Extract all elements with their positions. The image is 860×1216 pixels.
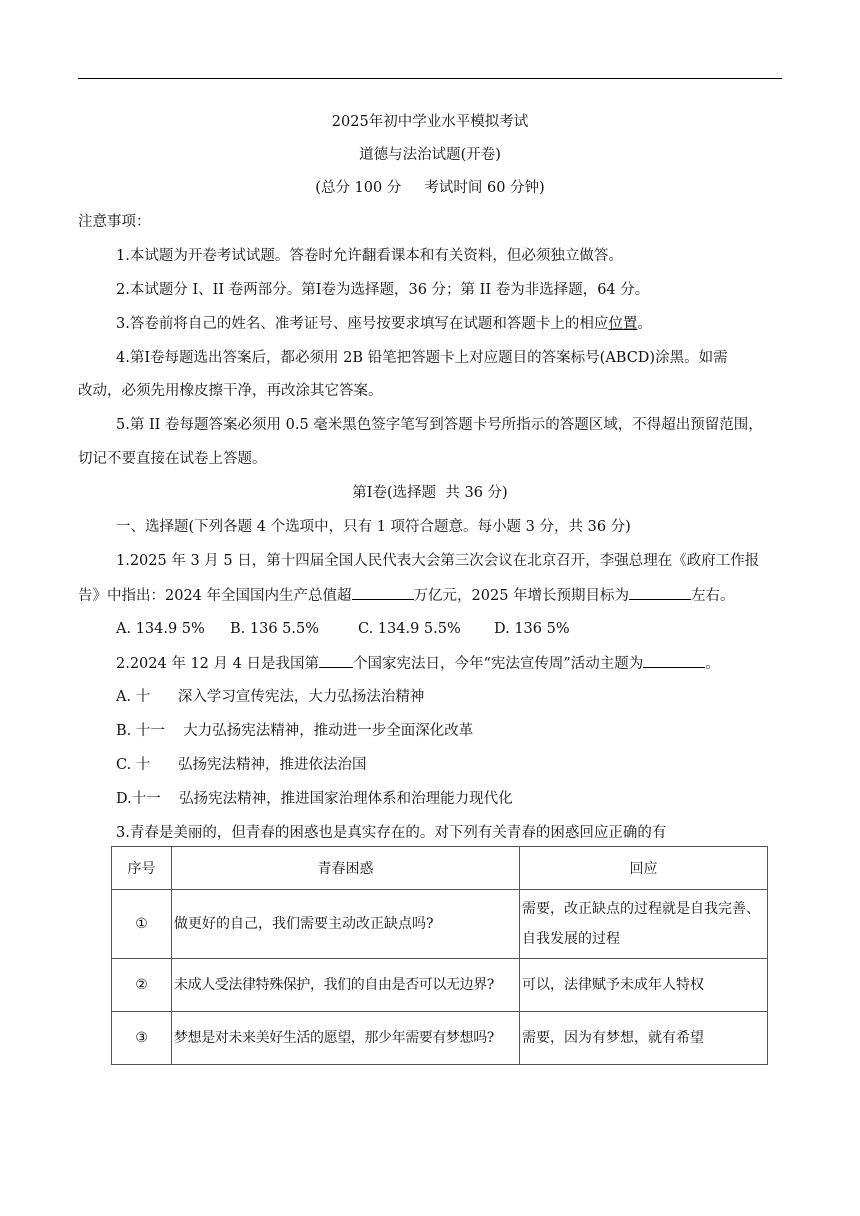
header-answer: 回应: [520, 847, 768, 890]
q1-blank-2: [629, 585, 691, 600]
notes-heading: 注意事项：: [78, 214, 151, 230]
exam-info: (总分 100 分 考试时间 60 分钟): [315, 180, 545, 196]
exam-subject: 道德与法治试题(开卷): [359, 147, 501, 163]
q1-text-c: 左右。: [691, 588, 735, 604]
q1-text-a: 告》中指出：2024 年全国国内生产总值超: [78, 588, 352, 604]
q1-option-c: C. 134.9 5.5%: [358, 621, 461, 637]
row-question: 梦想是对未来美好生活的愿望，那少年需要有梦想吗?: [172, 1012, 520, 1065]
row-answer: 需要，因为有梦想，就有希望: [520, 1012, 768, 1065]
row-answer-line2: 自我发展的过程: [522, 931, 620, 947]
q2-blank-1: [319, 653, 353, 668]
note-5: 5.第 II 卷每题答案必须用 0.5 毫米黑色签字笔写到答题卡号所指示的答题区域，不得超出预留范围，: [116, 417, 763, 433]
q1-line2: [78, 585, 735, 606]
q2-option-c: C. 十 弘扬宪法精神，推进依法治国: [116, 757, 367, 773]
q2-blank-2: [643, 653, 705, 668]
table-row: [112, 959, 768, 1012]
note-3: [116, 314, 652, 334]
q2-text-b: 个国家宪法日，今年“宪法宣传周”活动主题为: [352, 656, 644, 672]
exam-title: 2025年初中学业水平模拟考试: [331, 114, 529, 130]
row-answer: [520, 890, 768, 959]
section-title: 第Ⅰ卷(选择题 共 36 分): [352, 485, 508, 501]
table-header-row: [112, 847, 768, 890]
note-2: 2.本试题分 I、II 卷两部分。第Ⅰ卷为选择题，36 分；第 II 卷为非选择题，64 分。: [116, 282, 650, 298]
q1-line1: 1.2025 年 3 月 5 日，第十四届全国人民代表大会第三次会议在北京召开，李强总理在《政府工作报: [116, 553, 760, 569]
note-3-underlined: 位置: [608, 316, 638, 332]
row-number: ①: [112, 890, 172, 959]
note-3-end: 。: [637, 316, 652, 332]
section-instruction: 一、选择题(下列各题 4 个选项中，只有 1 项符合题意。每小题 3 分，共 36 分): [116, 519, 631, 535]
q2-option-d: D.十一 弘扬宪法精神，推进国家治理体系和治理能力现代化: [116, 791, 513, 807]
q2-stem: [116, 653, 720, 674]
row-question: 未成人受法律特殊保护，我们的自由是否可以无边界?: [172, 959, 520, 1012]
table-row: [112, 1012, 768, 1065]
note-5-cont: 切记不要直接在试卷上答题。: [78, 451, 267, 467]
table-row: [112, 890, 768, 959]
q2-option-b: B. 十一 大力弘扬宪法精神，推动进一步全面深化改革: [116, 723, 474, 739]
row-number: ③: [112, 1012, 172, 1065]
note-3-text: 3.答卷前将自己的姓名、准考证号、座号按要求填写在试题和答题卡上的相应: [116, 316, 609, 332]
q1-text-b: 万亿元，2025 年增长预期目标为: [413, 588, 630, 604]
note-1: 1.本试题为开卷考试试题。答卷时允许翻看课本和有关资料，但必须独立做答。: [116, 248, 623, 264]
q1-option-a: A. 134.9 5%: [116, 621, 205, 637]
q3-stem: 3.青春是美丽的，但青春的困惑也是真实存在的。对下列有关青春的困惑回应正确的有: [116, 825, 667, 841]
q2-option-a: A. 十 深入学习宣传宪法，大力弘扬法治精神: [116, 689, 425, 705]
row-question: 做更好的自己，我们需要主动改正缺点吗?: [172, 890, 520, 959]
header-no: 序号: [112, 847, 172, 890]
q1-option-d: D. 136 5%: [494, 621, 570, 637]
header-rule: [78, 78, 782, 79]
row-answer: 可以，法律赋予未成年人特权: [520, 959, 768, 1012]
row-answer-line1: 需要，改正缺点的过程就是自我完善、: [522, 901, 760, 917]
header-question: 青春困惑: [172, 847, 520, 890]
q2-text-a: 2.2024 年 12 月 4 日是我国第: [116, 656, 319, 672]
q2-text-c: 。: [705, 656, 720, 672]
q1-option-b: B. 136 5.5%: [230, 621, 319, 637]
note-4: 4.第Ⅰ卷每题选出答案后，都必须用 2B 铅笔把答题卡上对应题目的答案标号(ABCD)涂黑。如需: [116, 350, 728, 366]
q3-table: [111, 846, 768, 1065]
note-4-cont: 改动，必须先用橡皮擦干净，再改涂其它答案。: [78, 383, 383, 399]
row-number: ②: [112, 959, 172, 1012]
q1-blank-1: [352, 585, 414, 600]
